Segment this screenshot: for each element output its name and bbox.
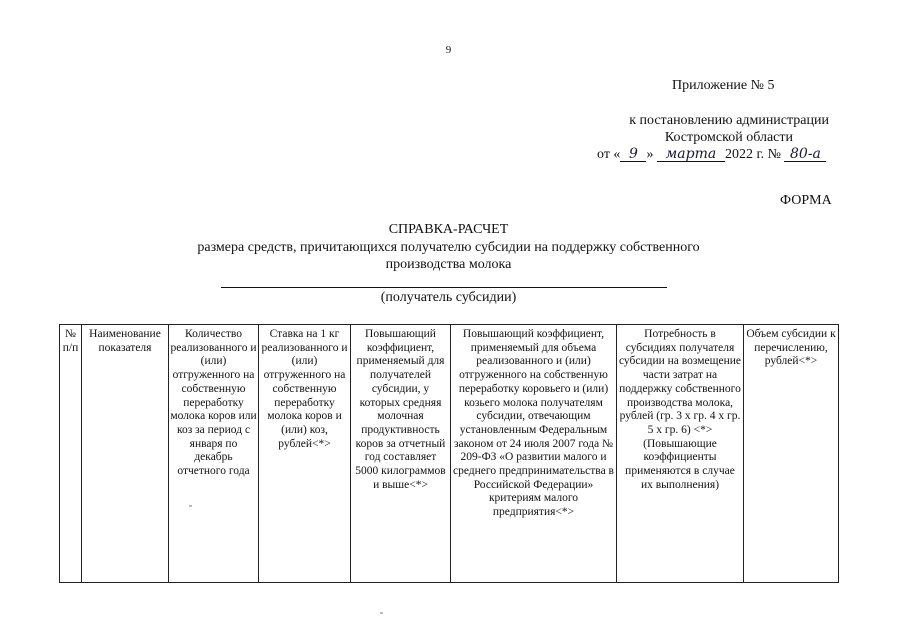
handwritten-month: марта xyxy=(657,147,725,162)
date-prefix: от « xyxy=(597,147,621,162)
forma-label: ФОРМА xyxy=(780,193,832,208)
column-header-indicator: Наименование показателя xyxy=(82,325,169,583)
column-header-subsidy-need: Потребность в субсидиях получателя субсидии на возмещение части затрат на поддержку собственного производства молока, рублей (гр. 3 х гр. 4 х гр. 5 х гр. 6) <*> (Повышающие коэффициенты применяются в случае их выполнения) xyxy=(617,325,744,583)
column-header-productivity-coefficient: Повышающий коэффициент, применяемый для получателей субсидии, у которых средняя молочная продуктивность коров за отчетный год составляет 5000 килограммов и выше<*> xyxy=(351,325,451,583)
scan-speck xyxy=(380,612,383,614)
date-year: 2022 г. № xyxy=(724,147,781,162)
handwritten-day: 9 xyxy=(620,147,646,162)
decree-line-1: к постановлению администрации xyxy=(629,113,829,128)
handwritten-decree-number: 80-а xyxy=(784,147,826,162)
date-mid: » xyxy=(646,147,654,162)
column-header-number: № п/п xyxy=(60,325,82,583)
decree-date xyxy=(597,147,826,163)
recipient-underline xyxy=(221,287,667,288)
column-header-small-business-coefficient: Повышающий коэффициент, применяемый для объема реализованного и (или) отгруженного на собственную переработку коровьего и (или) козьего молока получателям субсидии, отвечающим установленным Федеральным законом от 24 июля 2007 года № 209-ФЗ «О развитии малого и среднего предпринимательства в Российской Федерации» критериям малого предприятия<*> xyxy=(451,325,617,583)
column-header-quantity: Количество реализованного и (или) отгруженного на собственную переработку молока коров или коз за период с января по декабрь отчетного года xyxy=(169,325,259,583)
page-number: 9 xyxy=(445,44,452,56)
appendix-label: Приложение № 5 xyxy=(672,78,775,93)
decree-line-2: Костромской области xyxy=(664,130,793,145)
recipient-caption: (получатель субсидии) xyxy=(380,290,517,305)
document-subtitle: размера средств, причитающихся получателю субсидии на поддержку собственного производства молока xyxy=(197,240,700,272)
table-header-row xyxy=(60,325,839,583)
calculation-table xyxy=(59,324,839,583)
scan-speck xyxy=(189,505,192,507)
document-title: СПРАВКА-РАСЧЕТ xyxy=(388,222,509,237)
column-header-rate: Ставка на 1 кг реализованного и (или) отгруженного на собственную переработку молока коров и (или) коз, рублей<*> xyxy=(259,325,351,583)
column-header-subsidy-amount: Объем субсидии к перечислению, рублей<*> xyxy=(744,325,839,583)
